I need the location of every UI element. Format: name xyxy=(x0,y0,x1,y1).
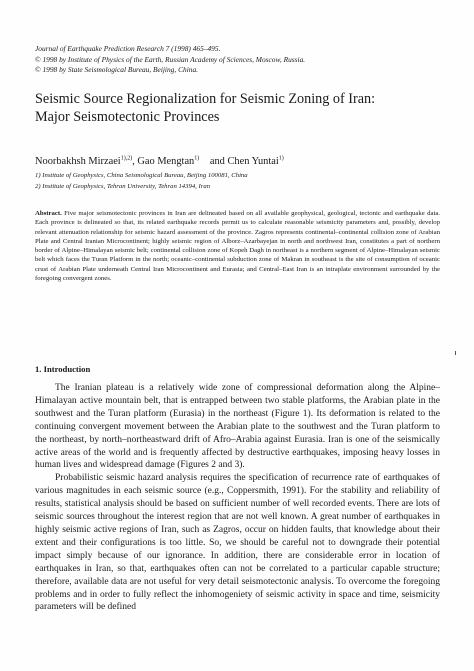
abstract-label: Abstract. xyxy=(35,210,62,217)
affiliation-list xyxy=(35,171,445,192)
affiliation-item: 1) Institute of Geophysics, China Seismological Bureau, Beijing 100081, China xyxy=(35,172,248,179)
introduction-body xyxy=(35,382,440,614)
paper-title-line: Seismic Source Regionalization for Seismic Zoning of Iran: xyxy=(35,91,376,107)
abstract-text: Five major seismotectonic provinces in Iran are delineated based on all available geophysical, geological, tectonic and earthquake data. Each province is delineated so that, its related earthquake records permit us to calculate reasonable seismicity parameters and, possibly, develop relevant attenuation relationship for seismic hazard assessment of the province. Zagros represents continental–continental collision zone of Arabian Plate and Central Iranian Microcontinent; highly seismic region of Alborz–Azarbayejan in north and northwest Iran, constitutes a part of northern border of Alpine–Himalayan seismic belt; continental collision zone of Kopeh Dagh in northeast is a northern segment of Alpine–Himalayan seismic belt which faces the Turan Platform in the north; oceanic–continental subduction zone of Makran in southeast is the site of consumption of oceanic crust of Arabian Plate underneath Central Iran Microcontinent and Eurasia; and Central–East Iran is an intraplate environment surrounded by the foregoing convergent zones. xyxy=(35,210,440,283)
journal-header xyxy=(35,44,445,76)
author-name: Gao Mengtan xyxy=(137,156,195,167)
section-heading: 1. Introduction xyxy=(35,364,91,374)
author-name: Noorbakhsh Mirzaei xyxy=(35,156,121,167)
page-edge-mark xyxy=(455,351,456,355)
affiliation-item: 2) Institute of Geophysics, Tehran University, Tehran 14394, Iran xyxy=(35,182,211,190)
author-name: and Chen Yuntai xyxy=(209,156,279,167)
paper-title-line: Major Seismotectonic Provinces xyxy=(35,109,220,125)
author-affiliation-mark: 1) xyxy=(194,155,200,162)
journal-citation xyxy=(35,44,445,55)
abstract xyxy=(35,209,440,283)
body-paragraph: Probabilistic seismic hazard analysis requires the specification of recurrence rate of earthquakes of various magnitudes in each seismic source (e.g., Coppersmith, 1991). For the stability and reliability of results, statistical analysis should be based on sufficient number of well recorded events. There are lots of seismic sources throughout the interest region that are not well known. A great number of earthquakes in highly seismic active regions of Iran, such as Zagros, occur on hidden faults, that knowledge about their extent and their configurations is too little. So, we should be careful not to downgrade their potential impact simply because of our ignorance. In addition, there are considerable error in location of earthquakes in Iran, so that, earthquakes often can not be correlated to a particular capable structure; therefore, available data are not useful for very detail seismotectonic analysis. To overcome the foregoing problems and in order to fully reflect the inhomogeniety of seismic activity in space and time, seismicity parameters will be defined xyxy=(35,473,440,613)
body-paragraph: The Iranian plateau is a relatively wide zone of compressional deformation along the Alpine–Himalayan active mountain belt, that is entrapped between two stable platforms, the Arabian plate in the southwest and the Turan platform (Eurasia) in the northeast (Figure 1). Its deformation is related to the continuing convergent movement between the Arabian plate to the southwest and the Turan platform to the northeast, by north–northeastward drift of Afro–Arabia against Eurasia. Iran is one of the seismically active areas of the world and is frequently affected by destructive earthquakes, imposing heavy losses in human lives and widespread damage (Figures 2 and 3). xyxy=(35,383,440,471)
author-affiliation-mark: 1) xyxy=(278,155,284,162)
journal-issue: 7 (1998) 465–495. xyxy=(163,44,221,53)
copyright-line: © 1998 by Institute of Physics of the Earth, Russian Academy of Sciences, Moscow, Russia. xyxy=(35,54,306,64)
author-list: Noorbakhsh Mirzaei$^{1),2)}$, Gao Mengtan$^{1)}$ and Chen Yuntai$^{1)}$ xyxy=(35,155,284,167)
journal-name: Journal of Earthquake Prediction Research xyxy=(35,44,164,53)
copyright-line: © 1998 by State Seismological Bureau, Beijing, China. xyxy=(35,65,198,74)
paper-title xyxy=(35,90,445,126)
author-affiliation-mark: 1),2) xyxy=(120,155,133,162)
